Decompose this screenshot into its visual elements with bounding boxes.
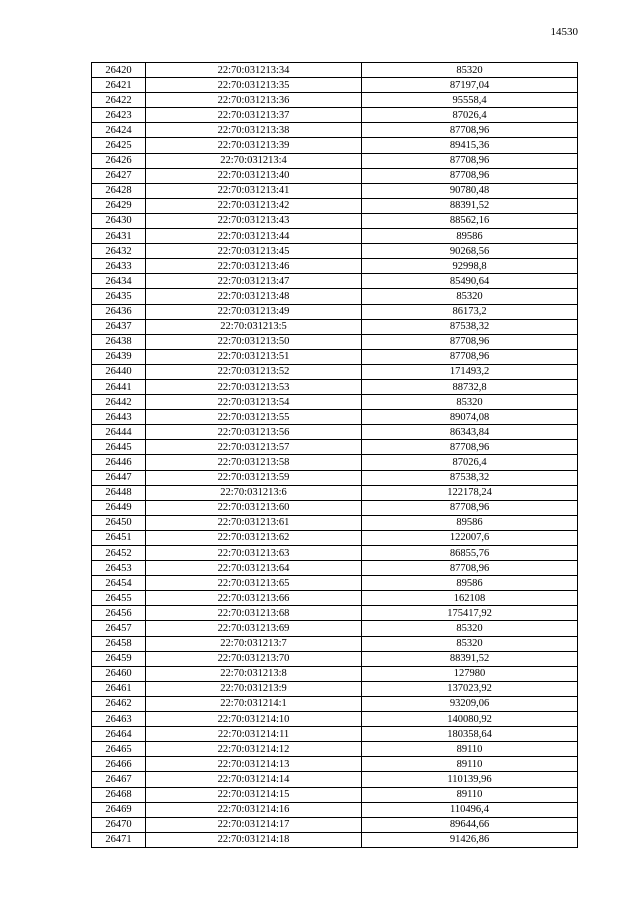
table-row — [92, 606, 578, 621]
row-number-cell: 26471 — [92, 832, 146, 847]
cadastral-number-cell: 22:70:031213:8 — [146, 666, 362, 681]
row-number-cell: 26426 — [92, 153, 146, 168]
row-number-cell: 26425 — [92, 138, 146, 153]
table-row — [92, 153, 578, 168]
cadastral-number-cell: 22:70:031213:42 — [146, 198, 362, 213]
row-number-cell: 26469 — [92, 802, 146, 817]
cadastral-number-cell: 22:70:031214:14 — [146, 772, 362, 787]
cadastral-number-cell: 22:70:031214:10 — [146, 712, 362, 727]
row-number-cell: 26467 — [92, 772, 146, 787]
table-row — [92, 63, 578, 78]
value-cell: 88391,52 — [362, 198, 578, 213]
cadastral-value-table — [91, 62, 578, 848]
row-number-cell: 26432 — [92, 244, 146, 259]
cadastral-number-cell: 22:70:031214:17 — [146, 817, 362, 832]
row-number-cell: 26442 — [92, 395, 146, 410]
row-number-cell: 26470 — [92, 817, 146, 832]
row-number-cell: 26421 — [92, 78, 146, 93]
row-number-cell: 26457 — [92, 621, 146, 636]
table-row — [92, 108, 578, 123]
table-row — [92, 440, 578, 455]
cadastral-number-cell: 22:70:031213:47 — [146, 274, 362, 289]
cadastral-number-cell: 22:70:031213:5 — [146, 319, 362, 334]
table-row — [92, 470, 578, 485]
row-number-cell: 26452 — [92, 546, 146, 561]
row-number-cell: 26450 — [92, 515, 146, 530]
table-row — [92, 410, 578, 425]
cadastral-number-cell: 22:70:031214:1 — [146, 696, 362, 711]
value-cell: 87026,4 — [362, 455, 578, 470]
cadastral-number-cell: 22:70:031213:49 — [146, 304, 362, 319]
row-number-cell: 26438 — [92, 334, 146, 349]
table-row — [92, 93, 578, 108]
cadastral-number-cell: 22:70:031213:63 — [146, 546, 362, 561]
cadastral-number-cell: 22:70:031213:9 — [146, 681, 362, 696]
value-cell: 87197,04 — [362, 78, 578, 93]
value-cell: 91426,86 — [362, 832, 578, 847]
cadastral-number-cell: 22:70:031213:38 — [146, 123, 362, 138]
cadastral-number-cell: 22:70:031214:12 — [146, 742, 362, 757]
table-row — [92, 183, 578, 198]
row-number-cell: 26436 — [92, 304, 146, 319]
table-row — [92, 832, 578, 847]
row-number-cell: 26453 — [92, 561, 146, 576]
row-number-cell: 26427 — [92, 168, 146, 183]
cadastral-number-cell: 22:70:031213:62 — [146, 530, 362, 545]
table-row — [92, 395, 578, 410]
cadastral-number-cell: 22:70:031213:44 — [146, 229, 362, 244]
cadastral-number-cell: 22:70:031214:11 — [146, 727, 362, 742]
cadastral-number-cell: 22:70:031213:70 — [146, 651, 362, 666]
value-cell: 89586 — [362, 515, 578, 530]
value-cell: 89110 — [362, 757, 578, 772]
value-cell: 89110 — [362, 787, 578, 802]
cadastral-number-cell: 22:70:031213:59 — [146, 470, 362, 485]
value-cell: 85320 — [362, 395, 578, 410]
table-body — [92, 63, 578, 848]
cadastral-number-cell: 22:70:031214:15 — [146, 787, 362, 802]
cadastral-number-cell: 22:70:031213:57 — [146, 440, 362, 455]
cadastral-number-cell: 22:70:031213:68 — [146, 606, 362, 621]
table-row — [92, 78, 578, 93]
table-row — [92, 364, 578, 379]
table-row — [92, 666, 578, 681]
table-row — [92, 334, 578, 349]
table-row — [92, 515, 578, 530]
value-cell: 122007,6 — [362, 530, 578, 545]
row-number-cell: 26451 — [92, 530, 146, 545]
table-row — [92, 485, 578, 500]
table-row — [92, 546, 578, 561]
table-row — [92, 198, 578, 213]
table-row — [92, 213, 578, 228]
value-cell: 85320 — [362, 289, 578, 304]
cadastral-number-cell: 22:70:031213:53 — [146, 379, 362, 394]
table-row — [92, 576, 578, 591]
table-row — [92, 757, 578, 772]
row-number-cell: 26458 — [92, 636, 146, 651]
value-cell: 180358,64 — [362, 727, 578, 742]
cadastral-number-cell: 22:70:031213:37 — [146, 108, 362, 123]
value-cell: 86173,2 — [362, 304, 578, 319]
value-cell: 90780,48 — [362, 183, 578, 198]
value-cell: 86855,76 — [362, 546, 578, 561]
row-number-cell: 26428 — [92, 183, 146, 198]
row-number-cell: 26445 — [92, 440, 146, 455]
table-row — [92, 696, 578, 711]
row-number-cell: 26424 — [92, 123, 146, 138]
row-number-cell: 26444 — [92, 425, 146, 440]
row-number-cell: 26440 — [92, 364, 146, 379]
value-cell: 89644,66 — [362, 817, 578, 832]
row-number-cell: 26431 — [92, 229, 146, 244]
cadastral-number-cell: 22:70:031213:43 — [146, 213, 362, 228]
value-cell: 92998,8 — [362, 259, 578, 274]
page-number: 14530 — [550, 26, 578, 38]
table-row — [92, 651, 578, 666]
cadastral-number-cell: 22:70:031213:40 — [146, 168, 362, 183]
table-row — [92, 244, 578, 259]
value-cell: 140080,92 — [362, 712, 578, 727]
table-row — [92, 168, 578, 183]
row-number-cell: 26433 — [92, 259, 146, 274]
row-number-cell: 26429 — [92, 198, 146, 213]
cadastral-number-cell: 22:70:031214:13 — [146, 757, 362, 772]
row-number-cell: 26454 — [92, 576, 146, 591]
row-number-cell: 26455 — [92, 591, 146, 606]
row-number-cell: 26468 — [92, 787, 146, 802]
value-cell: 171493,2 — [362, 364, 578, 379]
row-number-cell: 26465 — [92, 742, 146, 757]
cadastral-number-cell: 22:70:031213:34 — [146, 63, 362, 78]
value-cell: 175417,92 — [362, 606, 578, 621]
value-cell: 93209,06 — [362, 696, 578, 711]
row-number-cell: 26437 — [92, 319, 146, 334]
row-number-cell: 26448 — [92, 485, 146, 500]
table-row — [92, 621, 578, 636]
cadastral-number-cell: 22:70:031213:46 — [146, 259, 362, 274]
table-row — [92, 138, 578, 153]
table-row — [92, 425, 578, 440]
row-number-cell: 26420 — [92, 63, 146, 78]
cadastral-number-cell: 22:70:031213:4 — [146, 153, 362, 168]
value-cell: 89074,08 — [362, 410, 578, 425]
table-row — [92, 787, 578, 802]
table-row — [92, 742, 578, 757]
table-row — [92, 455, 578, 470]
cadastral-number-cell: 22:70:031213:36 — [146, 93, 362, 108]
row-number-cell: 26464 — [92, 727, 146, 742]
row-number-cell: 26430 — [92, 213, 146, 228]
value-cell: 85320 — [362, 621, 578, 636]
table-row — [92, 274, 578, 289]
cadastral-number-cell: 22:70:031213:61 — [146, 515, 362, 530]
value-cell: 88391,52 — [362, 651, 578, 666]
cadastral-number-cell: 22:70:031213:45 — [146, 244, 362, 259]
value-cell: 89110 — [362, 742, 578, 757]
row-number-cell: 26443 — [92, 410, 146, 425]
cadastral-number-cell: 22:70:031213:64 — [146, 561, 362, 576]
value-cell: 87708,96 — [362, 500, 578, 515]
cadastral-number-cell: 22:70:031213:54 — [146, 395, 362, 410]
cadastral-number-cell: 22:70:031213:41 — [146, 183, 362, 198]
value-cell: 89586 — [362, 229, 578, 244]
value-cell: 87538,32 — [362, 319, 578, 334]
value-cell: 87708,96 — [362, 561, 578, 576]
cadastral-number-cell: 22:70:031213:35 — [146, 78, 362, 93]
row-number-cell: 26463 — [92, 712, 146, 727]
value-cell: 87708,96 — [362, 168, 578, 183]
table-row — [92, 712, 578, 727]
row-number-cell: 26447 — [92, 470, 146, 485]
cadastral-number-cell: 22:70:031213:6 — [146, 485, 362, 500]
cadastral-number-cell: 22:70:031213:52 — [146, 364, 362, 379]
row-number-cell: 26441 — [92, 379, 146, 394]
cadastral-number-cell: 22:70:031213:55 — [146, 410, 362, 425]
cadastral-number-cell: 22:70:031213:56 — [146, 425, 362, 440]
table-row — [92, 349, 578, 364]
table-row — [92, 319, 578, 334]
cadastral-number-cell: 22:70:031213:60 — [146, 500, 362, 515]
value-cell: 85320 — [362, 636, 578, 651]
table-row — [92, 727, 578, 742]
table-row — [92, 530, 578, 545]
value-cell: 85490,64 — [362, 274, 578, 289]
row-number-cell: 26461 — [92, 681, 146, 696]
cadastral-number-cell: 22:70:031214:16 — [146, 802, 362, 817]
cadastral-number-cell: 22:70:031213:69 — [146, 621, 362, 636]
table-row — [92, 259, 578, 274]
table-row — [92, 802, 578, 817]
cadastral-number-cell: 22:70:031213:66 — [146, 591, 362, 606]
value-cell: 88562,16 — [362, 213, 578, 228]
table-row — [92, 636, 578, 651]
table-row — [92, 229, 578, 244]
row-number-cell: 26435 — [92, 289, 146, 304]
value-cell: 87538,32 — [362, 470, 578, 485]
row-number-cell: 26456 — [92, 606, 146, 621]
row-number-cell: 26439 — [92, 349, 146, 364]
row-number-cell: 26462 — [92, 696, 146, 711]
row-number-cell: 26446 — [92, 455, 146, 470]
value-cell: 86343,84 — [362, 425, 578, 440]
value-cell: 87708,96 — [362, 349, 578, 364]
value-cell: 122178,24 — [362, 485, 578, 500]
cadastral-number-cell: 22:70:031213:7 — [146, 636, 362, 651]
value-cell: 162108 — [362, 591, 578, 606]
row-number-cell: 26423 — [92, 108, 146, 123]
table-row — [92, 123, 578, 138]
table-row — [92, 500, 578, 515]
value-cell: 110139,96 — [362, 772, 578, 787]
table-row — [92, 379, 578, 394]
table-row — [92, 561, 578, 576]
value-cell: 127980 — [362, 666, 578, 681]
cadastral-number-cell: 22:70:031214:18 — [146, 832, 362, 847]
row-number-cell: 26449 — [92, 500, 146, 515]
table-row — [92, 591, 578, 606]
table-row — [92, 304, 578, 319]
table-row — [92, 289, 578, 304]
row-number-cell: 26434 — [92, 274, 146, 289]
value-cell: 87026,4 — [362, 108, 578, 123]
value-cell: 87708,96 — [362, 440, 578, 455]
value-cell: 90268,56 — [362, 244, 578, 259]
cadastral-number-cell: 22:70:031213:65 — [146, 576, 362, 591]
value-cell: 87708,96 — [362, 334, 578, 349]
cadastral-number-cell: 22:70:031213:39 — [146, 138, 362, 153]
value-cell: 87708,96 — [362, 153, 578, 168]
cadastral-number-cell: 22:70:031213:48 — [146, 289, 362, 304]
cadastral-number-cell: 22:70:031213:58 — [146, 455, 362, 470]
value-cell: 88732,8 — [362, 379, 578, 394]
value-cell: 89415,36 — [362, 138, 578, 153]
table-row — [92, 681, 578, 696]
row-number-cell: 26422 — [92, 93, 146, 108]
value-cell: 110496,4 — [362, 802, 578, 817]
table-row — [92, 772, 578, 787]
value-cell: 85320 — [362, 63, 578, 78]
value-cell: 95558,4 — [362, 93, 578, 108]
row-number-cell: 26466 — [92, 757, 146, 772]
row-number-cell: 26459 — [92, 651, 146, 666]
cadastral-number-cell: 22:70:031213:51 — [146, 349, 362, 364]
value-cell: 87708,96 — [362, 123, 578, 138]
cadastral-number-cell: 22:70:031213:50 — [146, 334, 362, 349]
value-cell: 137023,92 — [362, 681, 578, 696]
row-number-cell: 26460 — [92, 666, 146, 681]
value-cell: 89586 — [362, 576, 578, 591]
table-row — [92, 817, 578, 832]
